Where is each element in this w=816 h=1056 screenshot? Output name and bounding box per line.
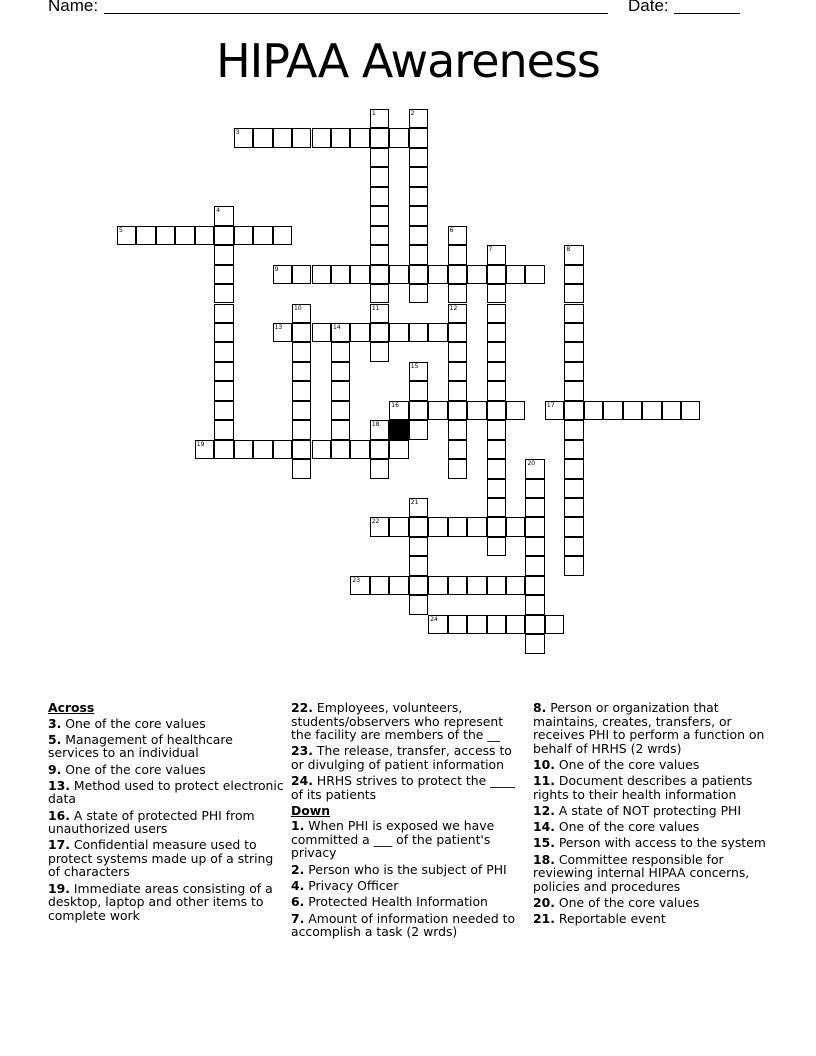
clue-down-12 [533, 804, 769, 818]
crossword-cell[interactable] [389, 128, 408, 147]
clue-text: Management of healthcare services to an individual [48, 731, 233, 761]
crossword-cell-number: 19 [196, 440, 205, 448]
crossword-cell[interactable] [409, 148, 428, 167]
crossword-cell[interactable] [409, 401, 428, 420]
clue-text: One of the core values [558, 819, 700, 835]
clue-down-20 [533, 896, 769, 910]
crossword-cell[interactable] [253, 226, 272, 245]
crossword-cell[interactable] [487, 498, 506, 517]
crossword-cell[interactable] [117, 226, 136, 245]
crossword-cell[interactable] [545, 401, 564, 420]
clue-text: A state of protected PHI from unauthorized users [48, 807, 255, 837]
crossword-cell[interactable] [487, 342, 506, 361]
crossword-cell[interactable] [467, 576, 486, 595]
clue-number: 20. [533, 895, 555, 911]
clue-text: Method used to protect electronic data [48, 777, 284, 807]
clue-across-17 [48, 838, 284, 879]
clue-text: Committee responsible for reviewing internal HIPAA concerns, policies and procedures [533, 851, 750, 894]
crossword-cell[interactable] [564, 440, 583, 459]
clue-text: Reportable event [558, 911, 666, 927]
crossword-cell-number: 8 [566, 246, 571, 254]
crossword-cell[interactable] [448, 576, 467, 595]
clue-down-6 [291, 895, 527, 909]
crossword-cell-number: 4 [216, 207, 221, 215]
crossword-cell[interactable] [312, 265, 331, 284]
crossword-cell[interactable] [487, 362, 506, 381]
crossword-cell[interactable] [428, 615, 447, 634]
crossword-cell[interactable] [214, 440, 233, 459]
crossword-cell[interactable] [409, 556, 428, 575]
crossword-cell[interactable] [350, 440, 369, 459]
crossword-cell[interactable] [350, 265, 369, 284]
crossword-cell[interactable] [409, 128, 428, 147]
crossword-cell-number: 2 [410, 110, 415, 117]
clue-number: 14. [533, 819, 555, 835]
crossword-cell-number: 3 [235, 129, 240, 137]
crossword-cell[interactable] [428, 517, 447, 536]
name-label: Name: [48, 0, 99, 15]
crossword-cell[interactable] [525, 479, 544, 498]
clue-number: 3. [48, 715, 62, 731]
crossword-cell-number: 15 [410, 362, 419, 370]
crossword-cell[interactable] [564, 362, 583, 381]
clue-text: One of the core values [558, 756, 700, 772]
crossword-cell[interactable] [487, 576, 506, 595]
crossword-cell[interactable] [370, 148, 389, 167]
clue-text: Protected Health Information [308, 894, 488, 910]
crossword-cell[interactable] [487, 245, 506, 264]
crossword-cell[interactable] [331, 342, 350, 361]
crossword-cell[interactable] [487, 265, 506, 284]
crossword-cell[interactable] [370, 284, 389, 303]
clue-down-15 [533, 836, 769, 850]
crossword-cell[interactable] [292, 459, 311, 478]
clue-number: 13. [48, 777, 70, 793]
crossword-cell[interactable] [448, 615, 467, 634]
crossword-cell[interactable] [273, 265, 292, 284]
crossword-cell[interactable] [448, 245, 467, 264]
across-heading: Across [48, 700, 95, 715]
crossword-cell[interactable] [506, 615, 525, 634]
crossword-cell[interactable] [273, 323, 292, 342]
crossword-cell[interactable] [409, 595, 428, 614]
crossword-cell-number: 22 [371, 518, 380, 526]
crossword-cell[interactable] [292, 362, 311, 381]
clue-text: Person with access to the system [558, 835, 766, 851]
crossword-cell[interactable] [409, 187, 428, 206]
crossword-cell[interactable] [545, 615, 564, 634]
crossword-cell[interactable] [409, 498, 428, 517]
crossword-cell[interactable] [487, 459, 506, 478]
crossword-cell[interactable] [214, 323, 233, 342]
crossword-cell[interactable] [292, 401, 311, 420]
crossword-cell[interactable] [214, 401, 233, 420]
crossword-cell[interactable] [331, 381, 350, 400]
crossword-cell[interactable] [564, 245, 583, 264]
crossword-cell[interactable] [370, 109, 389, 128]
crossword-cell[interactable] [525, 265, 544, 284]
crossword-cell[interactable] [448, 401, 467, 420]
crossword-cell[interactable] [448, 342, 467, 361]
clue-across-5 [48, 733, 284, 760]
crossword-cell[interactable] [428, 265, 447, 284]
crossword-cell[interactable] [448, 226, 467, 245]
crossword-cell[interactable] [195, 226, 214, 245]
crossword-cell[interactable] [487, 420, 506, 439]
crossword-cell-number: 5 [119, 226, 123, 234]
crossword-cell[interactable] [525, 498, 544, 517]
crossword-cell[interactable] [525, 595, 544, 614]
crossword-cell[interactable] [370, 167, 389, 186]
clue-across-23 [291, 744, 527, 771]
clue-number: 6. [291, 894, 305, 910]
crossword-cell[interactable] [564, 517, 583, 536]
crossword-cell[interactable] [448, 323, 467, 342]
crossword-cell[interactable] [370, 420, 389, 439]
crossword-cell[interactable] [623, 401, 642, 420]
crossword-cell[interactable] [467, 615, 486, 634]
clue-down-7 [291, 912, 527, 939]
crossword-cell[interactable] [350, 128, 369, 147]
clue-down-4 [291, 879, 527, 893]
crossword-cell-number: 13 [274, 323, 283, 331]
crossword-cell[interactable] [467, 517, 486, 536]
crossword-cell[interactable] [234, 226, 253, 245]
crossword-cell[interactable] [525, 576, 544, 595]
crossword-cell[interactable] [467, 265, 486, 284]
clue-down-2 [291, 863, 527, 877]
crossword-cell[interactable] [234, 440, 253, 459]
crossword-cell[interactable] [292, 323, 311, 342]
crossword-cell[interactable] [681, 401, 700, 420]
crossword-cell[interactable] [312, 128, 331, 147]
clue-text: Person or organization that maintains, creates, transfers, or receives PHI to perform a function on behalf of HRHS (2 wrds) [533, 700, 765, 756]
crossword-cell[interactable] [312, 440, 331, 459]
crossword-cell[interactable] [409, 537, 428, 556]
crossword-cell[interactable] [273, 440, 292, 459]
crossword-cell[interactable] [409, 245, 428, 264]
crossword-cell[interactable] [370, 342, 389, 361]
crossword-cell[interactable] [506, 265, 525, 284]
crossword-cell[interactable] [156, 226, 175, 245]
crossword-cell-number: 14 [332, 323, 341, 331]
crossword-cell[interactable] [564, 304, 583, 323]
crossword-cell[interactable] [487, 440, 506, 459]
crossword-cell[interactable] [214, 381, 233, 400]
crossword-cell[interactable] [428, 576, 447, 595]
crossword-cell-number: 9 [274, 265, 279, 273]
crossword-cell[interactable] [350, 323, 369, 342]
clue-number: 1. [291, 818, 305, 834]
clue-text: Privacy Officer [308, 877, 399, 893]
crossword-cell[interactable] [214, 342, 233, 361]
crossword-cell[interactable] [409, 226, 428, 245]
date-label: Date: [628, 0, 669, 15]
crossword-cell[interactable] [389, 401, 408, 420]
clue-down-10 [533, 758, 769, 772]
clue-text: Document describes a patients rights to their health information [533, 773, 753, 802]
crossword-cell[interactable] [370, 265, 389, 284]
crossword-cell[interactable] [564, 420, 583, 439]
crossword-cell[interactable] [292, 128, 311, 147]
crossword-cell[interactable] [331, 362, 350, 381]
crossword-cell[interactable] [253, 440, 272, 459]
crossword-cell[interactable] [487, 304, 506, 323]
clue-number: 12. [533, 802, 555, 818]
clue-number: 21. [533, 911, 555, 927]
clue-text: One of the core values [558, 895, 700, 911]
crossword-cell-number: 17 [546, 401, 555, 409]
clue-number: 11. [533, 773, 555, 789]
crossword-cell[interactable] [292, 342, 311, 361]
crossword-cell[interactable] [370, 440, 389, 459]
crossword-cell[interactable] [525, 615, 544, 634]
crossword-cell[interactable] [214, 420, 233, 439]
crossword-cell-number: 1 [371, 110, 376, 117]
crossword-cell-number: 23 [352, 576, 361, 584]
crossword-cell-number: 18 [371, 421, 380, 429]
crossword-cell[interactable] [448, 284, 467, 303]
down-heading: Down [291, 802, 331, 818]
crossword-cell[interactable] [428, 401, 447, 420]
crossword-cell[interactable] [214, 265, 233, 284]
crossword-cell-number: 21 [410, 499, 419, 506]
crossword-cell[interactable] [214, 362, 233, 381]
crossword-cell[interactable] [448, 381, 467, 400]
crossword-cell[interactable] [525, 634, 544, 653]
clue-text: Confidential measure used to protect systems made up of a string of characters [48, 837, 274, 880]
crossword-cell[interactable] [389, 576, 408, 595]
clue-across-22 [291, 701, 527, 742]
crossword-cell[interactable] [175, 226, 194, 245]
crossword-cell[interactable] [370, 128, 389, 147]
crossword-cell[interactable] [370, 323, 389, 342]
crossword-cell[interactable] [312, 323, 331, 342]
crossword-cell-number: 12 [449, 304, 458, 312]
crossword-cell[interactable] [214, 226, 233, 245]
crossword-cell[interactable] [292, 265, 311, 284]
crossword-cell[interactable] [214, 206, 233, 225]
crossword-cell[interactable] [487, 401, 506, 420]
crossword-cell[interactable] [234, 128, 253, 147]
crossword-cell[interactable] [253, 128, 272, 147]
crossword-cell[interactable] [331, 440, 350, 459]
crossword-cell-number: 6 [449, 226, 454, 234]
crossword-cell[interactable] [273, 128, 292, 147]
crossword-cell[interactable] [409, 109, 428, 128]
clue-number: 18. [533, 851, 555, 867]
crossword-cell[interactable] [564, 479, 583, 498]
crossword-cell[interactable] [292, 420, 311, 439]
crossword-cell[interactable] [389, 323, 408, 342]
crossword-cell[interactable] [409, 167, 428, 186]
crossword-cell[interactable] [370, 517, 389, 536]
crossword-cell[interactable] [564, 284, 583, 303]
crossword-cell[interactable] [409, 265, 428, 284]
crossword-cell[interactable] [370, 206, 389, 225]
clue-text: The release, transfer, access to or divulging of patient information [291, 743, 512, 772]
crossword-cell[interactable] [331, 265, 350, 284]
crossword-cell[interactable] [487, 537, 506, 556]
clue-down-14 [533, 820, 769, 834]
crossword-cell[interactable] [331, 128, 350, 147]
clue-number: 9. [48, 761, 62, 777]
clue-across-9 [48, 763, 284, 777]
crossword-cell[interactable] [448, 459, 467, 478]
crossword-cell[interactable] [564, 401, 583, 420]
crossword-cell[interactable] [331, 420, 350, 439]
crossword-cell[interactable] [584, 401, 603, 420]
crossword-cell-number: 24 [430, 615, 438, 623]
clue-text: HRHS strives to protect the ____ of its patients [291, 773, 515, 802]
clue-number: 4. [291, 877, 305, 893]
crossword-cell[interactable] [564, 459, 583, 478]
crossword-cell[interactable] [331, 323, 350, 342]
crossword-cell[interactable] [409, 284, 428, 303]
crossword-cell[interactable] [195, 440, 214, 459]
crossword-cell[interactable] [487, 381, 506, 400]
crossword-cell-number: 16 [391, 401, 399, 409]
clue-number: 23. [291, 743, 313, 759]
clue-down-1 [291, 819, 527, 860]
clue-number: 8. [533, 700, 547, 715]
crossword-cell[interactable] [292, 381, 311, 400]
crossword-cell[interactable] [428, 323, 447, 342]
crossword-black-square [389, 420, 408, 439]
clue-down-11 [533, 774, 769, 801]
crossword-cell[interactable] [409, 362, 428, 381]
crossword-cell[interactable] [389, 517, 408, 536]
clue-across-19 [48, 882, 284, 923]
crossword-cell[interactable] [487, 517, 506, 536]
clue-number: 15. [533, 835, 555, 851]
crossword-cell-number: 20 [527, 460, 536, 468]
crossword-cell[interactable] [448, 420, 467, 439]
crossword-cell[interactable] [487, 323, 506, 342]
crossword-cell[interactable] [409, 381, 428, 400]
crossword-cell[interactable] [564, 323, 583, 342]
crossword-cell[interactable] [370, 187, 389, 206]
crossword-cell[interactable] [662, 401, 681, 420]
clue-text: One of the core values [65, 761, 206, 777]
crossword-cell[interactable] [525, 556, 544, 575]
clues-column-1 [48, 701, 284, 925]
crossword-cell[interactable] [370, 459, 389, 478]
crossword-cell[interactable] [370, 304, 389, 323]
crossword-cell[interactable] [564, 265, 583, 284]
clue-number: 17. [48, 837, 70, 853]
clue-text: Amount of information needed to accomplish a task (2 wrds) [291, 910, 516, 940]
crossword-cell[interactable] [370, 245, 389, 264]
crossword-cell[interactable] [292, 440, 311, 459]
crossword-cell[interactable] [331, 401, 350, 420]
clue-text: Employees, volunteers, students/observers who represent the facility are members of the __ [291, 700, 504, 742]
clue-number: 19. [48, 880, 70, 896]
page-title: HIPAA Awareness [216, 34, 600, 88]
crossword-cell[interactable] [525, 537, 544, 556]
crossword-cell[interactable] [448, 265, 467, 284]
crossword-cell[interactable] [564, 381, 583, 400]
crossword-cell[interactable] [409, 420, 428, 439]
clue-number: 10. [533, 756, 555, 772]
clue-across-24 [291, 774, 527, 801]
clue-across-3 [48, 717, 284, 731]
crossword-cell[interactable] [292, 304, 311, 323]
crossword-cell[interactable] [136, 226, 155, 245]
clue-text: When PHI is exposed we have committed a ___ of the patient's privacy [291, 818, 495, 861]
clue-across-16 [48, 809, 284, 836]
clue-text: One of the core values [65, 715, 206, 731]
clue-number: 16. [48, 807, 70, 823]
clue-text: A state of NOT protecting PHI [558, 802, 742, 818]
clue-across-13 [48, 779, 284, 806]
crossword-cell[interactable] [487, 615, 506, 634]
crossword-cell[interactable] [389, 265, 408, 284]
crossword-cell[interactable] [564, 537, 583, 556]
clues-column-3 [533, 701, 769, 929]
crossword-cell[interactable] [448, 517, 467, 536]
crossword-cell[interactable] [214, 304, 233, 323]
crossword-cell[interactable] [350, 576, 369, 595]
clue-number: 22. [291, 700, 313, 715]
crossword-cell[interactable] [642, 401, 661, 420]
crossword-cell[interactable] [448, 362, 467, 381]
crossword-cell[interactable] [506, 576, 525, 595]
crossword-cell[interactable] [487, 284, 506, 303]
crossword-cell[interactable] [603, 401, 622, 420]
crossword-cell[interactable] [564, 342, 583, 361]
crossword-cell[interactable] [214, 245, 233, 264]
clue-number: 7. [291, 910, 305, 926]
clue-down-18 [533, 853, 769, 894]
crossword-cell[interactable] [506, 517, 525, 536]
crossword-cell-number: 10 [294, 304, 302, 312]
crossword-cell[interactable] [525, 517, 544, 536]
clue-text: Immediate areas consisting of a desktop, laptop and other items to complete work [48, 880, 273, 923]
crossword-cell[interactable] [409, 206, 428, 225]
crossword-cell[interactable] [448, 304, 467, 323]
crossword-cell-number: 7 [488, 246, 493, 254]
crossword-cell[interactable] [506, 401, 525, 420]
clue-number: 2. [291, 861, 305, 877]
crossword-cell[interactable] [409, 517, 428, 536]
crossword-cell-number: 11 [371, 304, 380, 312]
clue-down-21 [533, 912, 769, 926]
crossword-cell[interactable] [409, 323, 428, 342]
clue-number: 5. [48, 731, 62, 747]
crossword-cell[interactable] [564, 556, 583, 575]
crossword-cell[interactable] [370, 226, 389, 245]
clue-down-8 [533, 701, 769, 755]
crossword-cell[interactable] [487, 479, 506, 498]
clues-column-2 [291, 701, 527, 941]
crossword-cell[interactable] [564, 498, 583, 517]
crossword-cell[interactable] [448, 440, 467, 459]
crossword-cell[interactable] [525, 459, 544, 478]
crossword-cell[interactable] [370, 576, 389, 595]
clue-number: 24. [291, 773, 313, 789]
crossword-cell[interactable] [467, 401, 486, 420]
clue-text: Person who is the subject of PHI [308, 861, 507, 877]
crossword-cell[interactable] [214, 284, 233, 303]
crossword-cell[interactable] [389, 440, 408, 459]
crossword-cell[interactable] [409, 576, 428, 595]
crossword-cell[interactable] [273, 226, 292, 245]
